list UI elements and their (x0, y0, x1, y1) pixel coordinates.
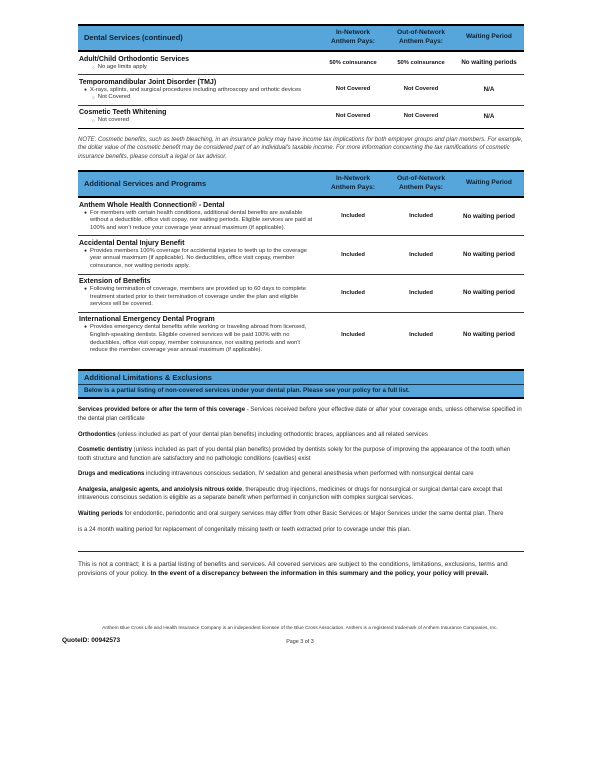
table-row-whole-health-connection (78, 198, 524, 236)
limitation-item (78, 526, 524, 535)
waiting-period-value: No waiting period (463, 251, 515, 259)
in-network-value: Not Covered (335, 113, 371, 120)
program-cell (78, 238, 318, 270)
service-detail (79, 87, 318, 95)
column-header-out-of-network (388, 175, 454, 192)
table-row-extension-of-benefits (78, 275, 524, 313)
service-detail-text: No age limits apply (97, 63, 147, 70)
service-detail (79, 117, 318, 125)
program-title: International Emergency Dental Program (79, 316, 215, 324)
service-detail-text: Not covered (97, 117, 130, 124)
waiting-period-value: N/A (483, 85, 495, 93)
column-header-waiting-period: Waiting Period (466, 33, 512, 41)
limitation-item (78, 510, 524, 519)
limitation-lead: Cosmetic dentistry (78, 447, 133, 454)
column-header-out-of-network (388, 29, 454, 46)
program-description (79, 286, 318, 309)
table-row-accidental-injury (78, 236, 524, 274)
column-header-in-network (318, 175, 388, 192)
table-row-teeth-whitening (78, 106, 524, 129)
column-header-line: Anthem Pays: (331, 37, 375, 45)
out-of-network-value: Not Covered (403, 113, 439, 120)
contract-disclaimer-text: This is not a contract; it is a partial listing of benefits and services. All covered services are subject to the conditions, limitations, exclusions, terms and provisions of your policy. (78, 561, 508, 578)
service-cell (78, 77, 318, 102)
program-cell (78, 277, 318, 309)
contract-disclaimer (78, 560, 524, 578)
service-detail-text: Not Covered (97, 94, 131, 101)
column-header-line: Anthem Pays: (399, 183, 443, 191)
column-header-line: In-Network (335, 175, 371, 183)
in-network-value: Included (341, 213, 365, 220)
out-of-network-value: 50% coinsurance (397, 59, 445, 66)
limitation-item (78, 431, 524, 440)
contract-disclaimer-bold: In the event of a discrepancy between the information in this summary and the policy, your policy will prevail. (150, 570, 489, 578)
out-of-network-value: Included (409, 289, 433, 296)
limitations-subtitle: Below is a partial listing of non-covered services under your dental plan. Please see your policy for a full list. (84, 387, 410, 395)
limitation-text: for endodontic, periodontic and oral surgery services may differ from other Basic Services or Major Services under the same dental plan. There (122, 511, 504, 518)
dental-services-table (78, 24, 524, 129)
service-detail (79, 94, 318, 102)
disc-bullet-icon: ● (84, 209, 88, 216)
limitation-lead: Orthodontics (78, 431, 116, 438)
service-title: Temporomandibular Joint Disorder (TMJ) (79, 78, 217, 86)
table-row-tmj (78, 75, 524, 106)
program-description (79, 248, 318, 271)
in-network-value: 50% coinsurance (329, 59, 377, 66)
limitation-text: is a 24 month waiting period for replacement of congenitally missing teeth or teeth extracted prior to coverage under this plan. (78, 526, 411, 533)
program-cell (78, 315, 318, 355)
limitations-header (78, 369, 524, 400)
limitation-lead: Drugs and medications (78, 471, 145, 478)
column-header-line: In-Network (335, 29, 371, 36)
table-title: Additional Services and Programs (84, 179, 207, 189)
service-cell (78, 108, 318, 125)
program-description-text: Following termination of coverage, members are provided up to 60 days to complete treatment started prior to their termination of coverage under the plan and eligible services will be covered. (90, 286, 306, 308)
additional-services-table (78, 170, 524, 358)
out-of-network-value: Not Covered (403, 86, 439, 93)
waiting-period-value: No waiting period (463, 331, 515, 339)
out-of-network-value: Included (409, 331, 433, 338)
circle-bullet-icon: ○ (92, 64, 95, 70)
limitations-title: Additional Limitations & Exclusions (78, 371, 524, 386)
limitation-lead: Analgesia, analgesic agents, and anxiolysis nitrous oxide (78, 486, 243, 493)
in-network-value: Included (341, 289, 365, 296)
limitation-text: (unless included as part of you dental plan benefits) provided by dentists solely for the purpose of improving the appearance of the tooth when tooth structure and function are satisfactory and no pathologic conditions (cavities) exist (78, 447, 511, 462)
program-title: Accidental Dental Injury Benefit (79, 239, 185, 247)
limitation-item (78, 446, 524, 463)
column-header-waiting-period: Waiting Period (466, 179, 512, 187)
waiting-period-value: No waiting period (463, 212, 515, 220)
column-header-line: Out-of-Network (397, 175, 445, 183)
program-description (79, 210, 318, 233)
disc-bullet-icon: ● (84, 324, 88, 331)
out-of-network-value: Included (409, 213, 433, 220)
table-row-orthodontic-services (78, 52, 524, 75)
program-title: Anthem Whole Health Connection® - Dental (79, 201, 225, 209)
dental-services-header (78, 24, 524, 52)
table-title: Dental Services (continued) (84, 33, 183, 42)
in-network-value: Included (341, 251, 365, 258)
in-network-value: Not Covered (335, 86, 371, 93)
service-title: Adult/Child Orthodontic Services (79, 55, 190, 63)
limitation-item (78, 406, 524, 423)
table-row-international-emergency (78, 313, 524, 358)
circle-bullet-icon: ○ (92, 118, 95, 124)
limitation-item (78, 486, 524, 503)
service-cell (78, 54, 318, 71)
column-header-in-network (318, 29, 388, 46)
page-number: Page 3 of 3 (286, 638, 314, 645)
circle-bullet-icon: ○ (92, 95, 95, 101)
cosmetic-benefits-note: NOTE: Cosmetic benefits, such as teeth bleaching, in an insurance policy may have income tax implications for both employer groups and plan members. For example, the dollar value of the cosmetic benefit may be considered part of an individual's taxable income. For more information concerning the tax ramifications of cosmetic insurance benefits, please consult a legal or tax advisor. (78, 136, 523, 160)
service-title: Cosmetic Teeth Whitening (79, 109, 167, 117)
program-description (79, 324, 318, 354)
limitation-lead: Services provided before or after the term of this coverage (78, 407, 246, 414)
column-header-line: Out-of-Network (397, 29, 445, 36)
column-header-line: Anthem Pays: (331, 183, 375, 191)
additional-services-header (78, 170, 524, 198)
limitation-text: , therapeutic drug injections, medicines or drugs for nonsurgical or surgical dental care except that intravenous conscious sedation is eligible as a separate benefit when performed in conjunction with complex surgical services. (78, 486, 503, 502)
program-description-text: Provides members 100% coverage for accidental injuries to teeth up to the coverage year annual maximum (if applicable). No deductibles, office visit copay, member coinsurance, nor waiting periods apply. (90, 247, 307, 270)
column-header-line: Anthem Pays: (399, 37, 443, 45)
program-description-text: Provides emergency dental benefits while working or traveling abroad from licensed, English-speaking dentists. Eligible covered services will be paid 100% with no deductibles, office visit copay, member coinsurance, nor waiting periods and won't reduce the member coverage year annual maximum (if applicable). (90, 324, 307, 354)
limitation-lead: Waiting periods (78, 511, 123, 518)
limitation-text: including intravenous conscious sedation, IV sedation and general anesthesia when performed with nonsurgical dental care (144, 471, 474, 478)
program-description-text: For members with certain health conditions, additional dental benefits are available without a deductible, office visit copay, nor waiting periods. Eligible services are paid at 100% and won't reduce your coverage year annual maximum (if applicable). (90, 209, 313, 231)
disc-bullet-icon: ● (84, 86, 88, 93)
section-divider (78, 551, 524, 552)
out-of-network-value: Included (409, 251, 433, 258)
licensee-disclaimer: Anthem Blue Cross Life and Health Insurance Company is an independent licensee of the Blue Cross Association. Anthem is a registered trademark of Anthem Insurance Companies, Inc. (102, 626, 498, 631)
limitation-text: (unless included as part of your dental plan benefits) including orthodontic braces, appliances and all related services (115, 431, 428, 438)
waiting-period-value: No waiting periods (461, 59, 517, 67)
in-network-value: Included (341, 331, 365, 338)
waiting-period-value: No waiting period (463, 289, 515, 297)
disc-bullet-icon: ● (84, 247, 88, 254)
limitation-item (78, 470, 524, 479)
program-title: Extension of Benefits (79, 278, 151, 286)
quote-id: QuoteID: 00942573 (62, 637, 121, 644)
waiting-period-value: N/A (483, 112, 495, 120)
page-content (78, 24, 524, 579)
limitation-text: - Services received before your effective date or after your coverage ends, unless otherwise specified in the dental plan certificate (78, 407, 522, 422)
program-cell (78, 200, 318, 232)
service-detail-text: X-rays, splints, and surgical procedures including arthroscopy and orthotic devices (90, 86, 302, 93)
service-detail (79, 64, 318, 72)
disc-bullet-icon: ● (84, 286, 88, 293)
